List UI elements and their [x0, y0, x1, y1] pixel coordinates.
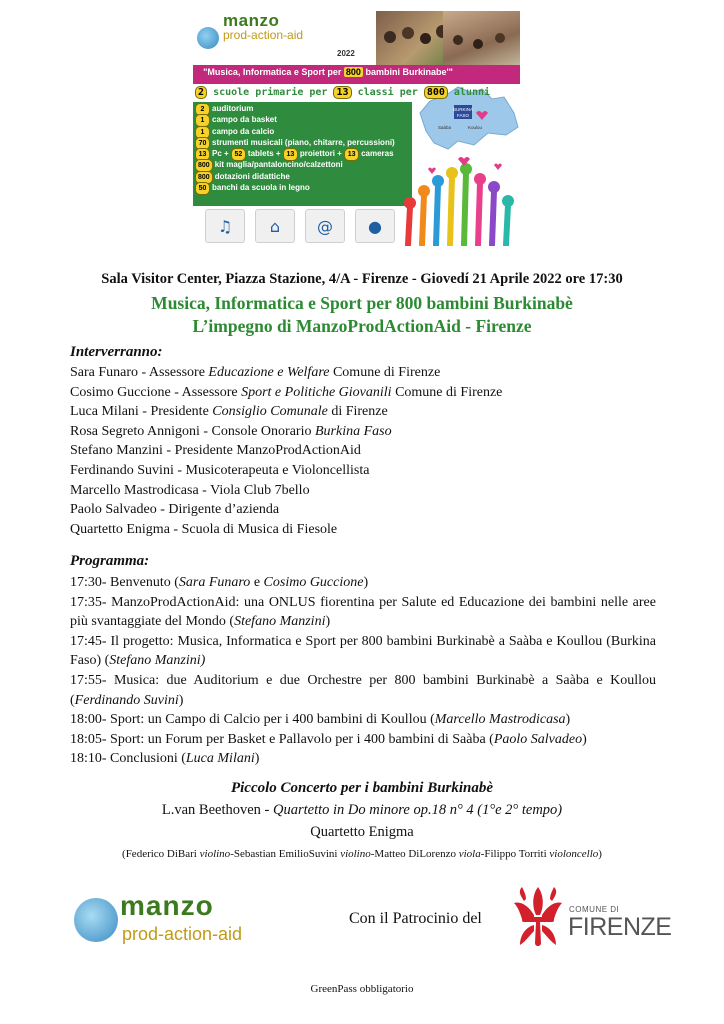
program-list — [70, 573, 656, 769]
banner-title — [193, 67, 463, 77]
fact-number: 52 — [231, 148, 246, 161]
banner-title-bar — [193, 65, 520, 84]
speaker-row — [70, 441, 670, 461]
globe-icon — [197, 27, 219, 49]
fact-number: 50 — [195, 182, 210, 195]
banner-facts-list — [195, 103, 410, 193]
program-item — [70, 671, 656, 710]
lead-text: classi per — [357, 87, 418, 98]
program-item — [70, 632, 656, 671]
logo-year: 2022 — [337, 49, 355, 58]
speakers-heading: Interverranno: — [70, 344, 163, 360]
manzo-logo-small — [197, 13, 377, 63]
basketball-icon: ⌂ — [255, 209, 295, 243]
speaker-text: Rosa Segreto Annigoni - Console Onorario — [70, 423, 315, 439]
program-italic: Cosimo Guccione — [263, 575, 364, 590]
speaker-italic: Consiglio Comunale — [212, 404, 328, 420]
program-text: ) — [325, 614, 331, 630]
logo-prodactionaid-text: prod-action-aid — [122, 924, 243, 944]
musician-name: -Sebastian EmilioSuvini — [230, 848, 341, 860]
banner-title-suffix: bambini Burkinabe'" — [362, 67, 453, 77]
at-icon: @ — [305, 209, 345, 243]
fact-text: auditorium — [212, 104, 254, 113]
speaker-row — [70, 402, 670, 422]
fact-text: proiettori + — [299, 149, 342, 159]
lead-text: scuole primarie per — [213, 87, 328, 98]
program-italic: Ferdinando Suvini — [74, 692, 179, 708]
banner-title-number: 800 — [345, 67, 361, 77]
map-city-saaba: Saàba — [438, 125, 452, 130]
lead-number: 800 — [424, 86, 448, 99]
map-country-line2: FASO — [456, 113, 470, 118]
speaker-row — [70, 461, 670, 481]
program-item — [70, 749, 656, 769]
fact-text: banchi da scuola in legno — [212, 183, 310, 193]
program-text: 17:55- Musica: due Auditorium e due Orchestre per 800 bambini Burkinabè a Saàba e Koullou ( — [70, 672, 656, 708]
banner-title-prefix: "Musica, Informatica e Sport per — [203, 67, 344, 77]
speaker-row — [70, 520, 670, 540]
fact-row — [195, 148, 410, 159]
program-text: ) — [178, 692, 184, 708]
globe-icon — [74, 898, 118, 942]
map-city-koulou: Koulou — [468, 125, 483, 130]
event-details: Sala Visitor Center, Piazza Stazione, 4/A - Firenze - Giovedí 21 Aprile 2022 ore 17:30 — [101, 271, 623, 287]
logo-manzo-text: manzo — [223, 11, 280, 30]
speaker-italic: Sport e Politiche Giovanili — [241, 384, 392, 400]
fact-number: 1 — [195, 126, 210, 139]
soccer-ball-icon: ● — [355, 209, 395, 243]
event-subtitle: L’impegno di ManzoProdActionAid - Firenze — [192, 316, 532, 336]
musician-role: violoncello — [549, 848, 599, 860]
firenze-label: FIRENZE — [568, 913, 672, 941]
banner-icon-strip — [193, 206, 412, 246]
musician-name: (Federico DiBari — [122, 848, 200, 860]
lead-number: 2 — [195, 86, 207, 99]
fact-text: cameras — [361, 149, 394, 159]
concert-work: Quartetto in Do minore op.18 n° 4 (1°e 2° tempo) — [273, 802, 563, 818]
fact-number: 13 — [195, 148, 210, 161]
program-heading: Programma: — [70, 553, 150, 569]
fact-number: 70 — [195, 137, 210, 150]
program-italic: Luca Milani — [185, 751, 255, 767]
fact-row — [195, 114, 410, 125]
speaker-italic: Educazione e Welfare — [208, 365, 330, 380]
fact-row — [195, 103, 410, 114]
classroom-photo — [443, 11, 520, 65]
fact-text: campo da basket — [212, 115, 277, 125]
musician-role: violino — [340, 848, 371, 860]
musician-role: violino — [199, 848, 231, 860]
musicians-close: ) — [598, 848, 602, 860]
speaker-row — [70, 363, 670, 383]
logo-prodactionaid-text: prod-action-aid — [223, 28, 304, 42]
program-italic: Sara Funaro — [178, 575, 251, 590]
program-item — [70, 573, 656, 593]
greenpass-notice: GreenPass obbligatorio — [310, 983, 414, 995]
speakers-list — [70, 363, 670, 539]
map-country-line1: BURKINA — [452, 107, 474, 112]
program-text: 18:00- Sport: un Campo di Calcio per i 400 bambini di Koullou ( — [70, 712, 435, 728]
speaker-row — [70, 481, 670, 501]
event-title: Musica, Informatica e Sport per 800 bambini Burkinabè — [151, 293, 573, 313]
concert-ensemble: Quartetto Enigma — [310, 824, 414, 840]
fact-row — [195, 137, 410, 148]
fact-text: tablets + — [247, 149, 281, 159]
speaker-row — [70, 422, 670, 442]
program-italic: Paolo Salvadeo — [493, 731, 583, 747]
program-text: 17:35- ManzoProdActionAid: una ONLUS fiorentina per Salute ed Educazione dei bambini nelle aree più svantaggiate del Mondo ( — [70, 594, 656, 630]
speaker-text: Quartetto Enigma - Scuola di Musica di Fiesole — [70, 521, 338, 537]
project-banner — [193, 5, 520, 246]
speaker-text: Stefano Manzini - Presidente ManzoProdActionAid — [70, 443, 361, 459]
program-text: ) — [254, 751, 260, 767]
fact-row — [195, 182, 410, 193]
program-italic: Stefano Manzini — [234, 614, 326, 630]
program-text: ) — [582, 731, 587, 747]
program-text: 18:05- Sport: un Forum per Basket e Pallavolo per i 400 bambini di Saàba ( — [70, 731, 494, 747]
fact-row — [195, 171, 410, 182]
lead-number: 13 — [333, 86, 351, 99]
fact-text: dotazioni didattiche — [214, 171, 290, 181]
program-item — [70, 730, 656, 750]
fact-number: 800 — [195, 171, 213, 184]
program-italic: Stefano Manzini) — [109, 653, 206, 669]
fact-row — [195, 126, 410, 137]
fact-number: 13 — [283, 148, 298, 161]
speaker-text: Ferdinando Suvini - Musicoterapeuta e Violoncellista — [70, 462, 370, 478]
speaker-text: Comune di Firenze — [329, 365, 441, 380]
program-item — [70, 593, 656, 632]
musician-name: -Filippo Torriti — [480, 848, 550, 860]
speaker-row — [70, 500, 670, 520]
fact-number: 2 — [195, 103, 210, 116]
musicians-line — [0, 848, 724, 860]
fact-number: 13 — [344, 148, 359, 161]
speaker-text: Cosimo Guccione - Assessore — [70, 384, 242, 400]
speaker-text: Luca Milani - Presidente — [70, 404, 213, 420]
musician-name: -Matteo DiLorenzo — [370, 848, 459, 860]
program-text: ) — [363, 575, 369, 590]
banner-lead — [195, 86, 490, 99]
speaker-text: Marcello Mastrodicasa - Viola Club 7bello — [70, 482, 310, 498]
program-text: 17:45- Il progetto: Musica, Informatica e Sport per 800 bambini Burkinabè a Saàba e Koullou (Burkina Faso) ( — [70, 633, 656, 669]
speaker-text: di Firenze — [327, 404, 388, 420]
logo-manzo-text: manzo — [120, 890, 214, 921]
fact-number: 800 — [195, 159, 213, 172]
program-item — [70, 710, 656, 730]
speaker-text: Sara Funaro - Assessore — [70, 365, 209, 380]
concert-title: Piccolo Concerto per i bambini Burkinabè — [230, 780, 494, 796]
speaker-text: Paolo Salvadeo - Dirigente d’azienda — [70, 502, 280, 518]
patronage-text: Con il Patrocinio del — [349, 910, 482, 927]
program-italic: Marcello Mastrodicasa — [434, 712, 566, 728]
program-text: ) — [565, 712, 571, 728]
raised-hands-illustration — [398, 155, 520, 246]
lead-text: alunni — [453, 87, 491, 98]
concert-composer: L.van Beethoven - — [161, 802, 274, 818]
concert-piece — [0, 802, 724, 819]
program-text: 17:30- Benvenuto ( — [70, 575, 179, 590]
musician-role: viola — [458, 848, 481, 860]
comune-label: COMUNE DI — [569, 905, 620, 914]
fact-number: 1 — [195, 114, 210, 127]
fact-text: strumenti musicali (piano, chitarre, percussioni) — [212, 137, 395, 147]
fact-text: kit maglia/pantaloncino/calzettoni — [214, 160, 343, 170]
speaker-row — [70, 383, 670, 403]
fact-text: Pc + — [212, 149, 229, 159]
speaker-text: Comune di Firenze — [391, 384, 503, 400]
music-icon: ♫ — [205, 209, 245, 243]
speaker-italic: Burkina Faso — [314, 423, 392, 439]
program-text: 18:10- Conclusioni ( — [70, 751, 186, 767]
program-text: e — [250, 575, 264, 590]
fact-row — [195, 159, 410, 170]
fact-text: campo da calcio — [212, 126, 275, 136]
manzo-logo — [70, 890, 270, 960]
florence-lily-icon — [510, 885, 566, 951]
